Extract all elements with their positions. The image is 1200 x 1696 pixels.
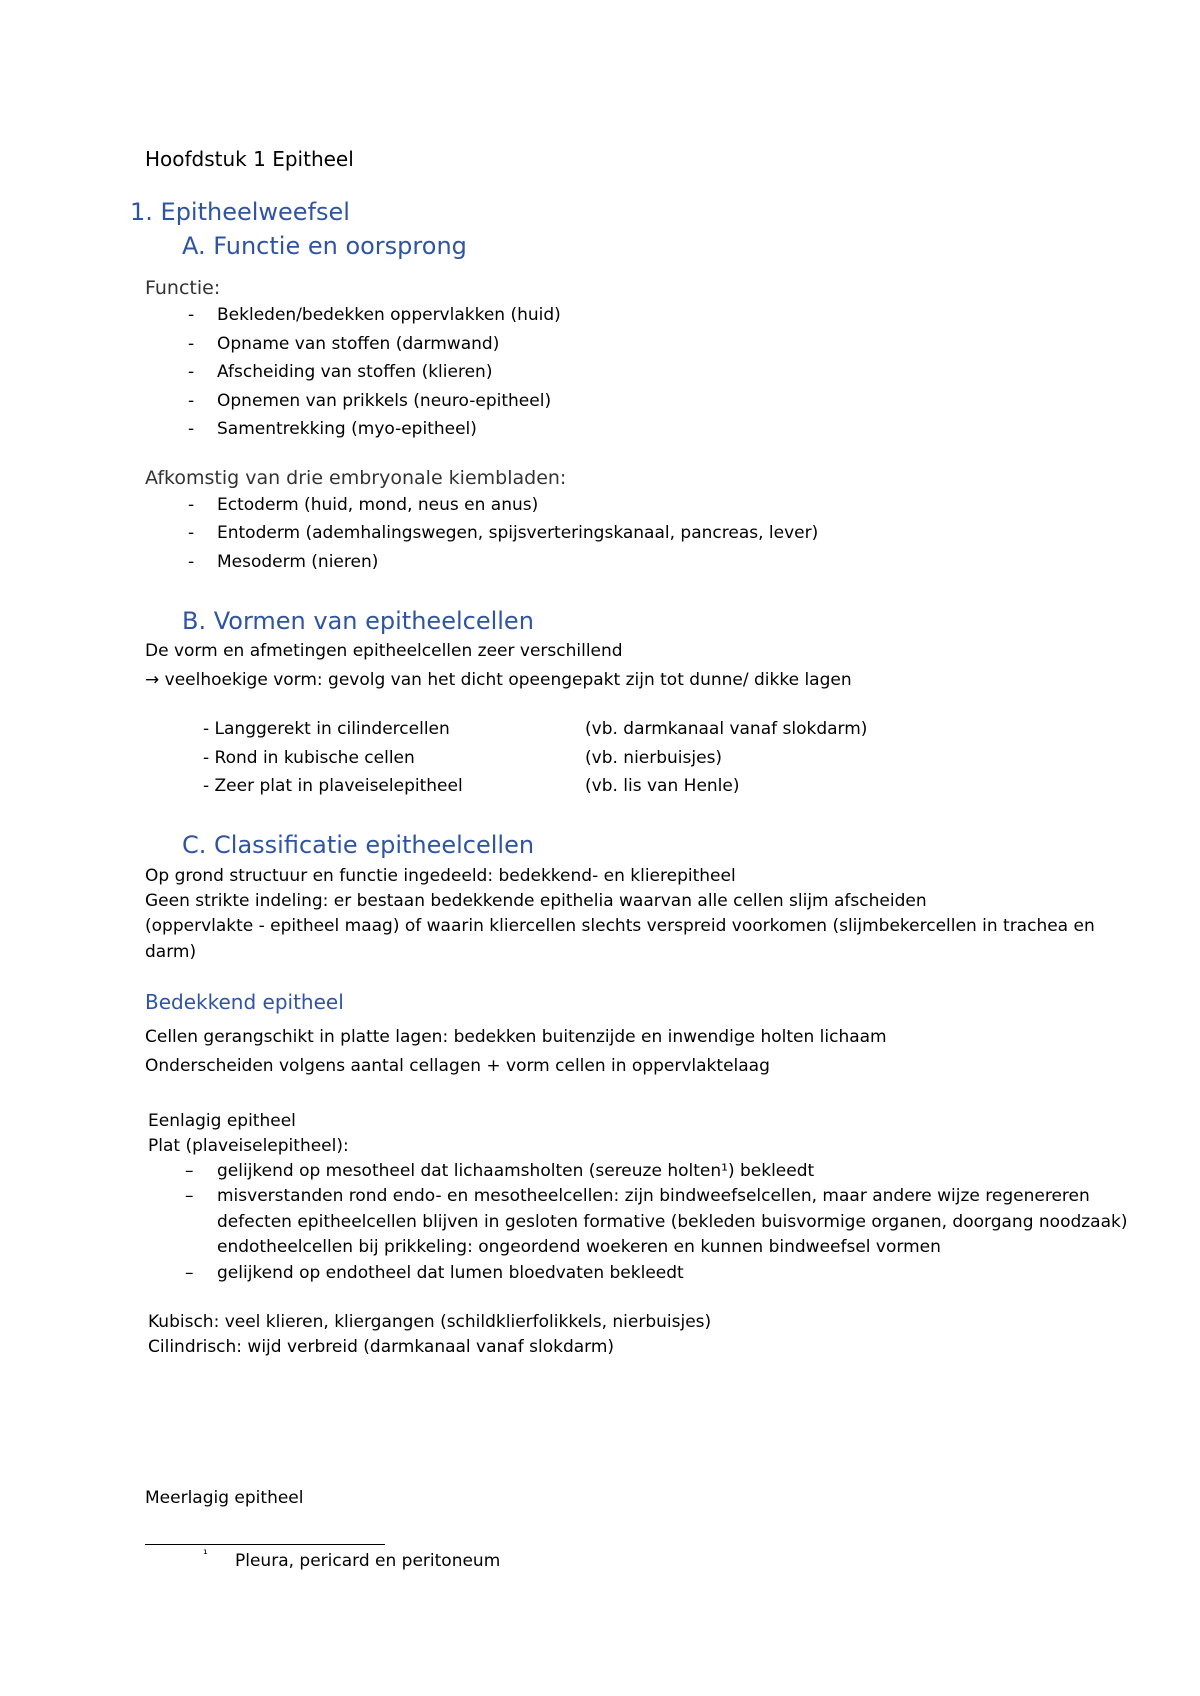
- footnote-mark: ¹: [203, 1547, 208, 1561]
- vormen-left: - Langgerekt in cilindercellen: [203, 719, 450, 739]
- list-dash: -: [188, 305, 195, 325]
- bedekkend-line-1: Cellen gerangschikt in platte lagen: bedekken buitenzijde en inwendige holten lichaam: [145, 1027, 887, 1047]
- meerlagig-label: Meerlagig epitheel: [145, 1488, 304, 1508]
- vormen-right: (vb. darmkanaal vanaf slokdarm): [585, 719, 868, 739]
- classificatie-line-2: Geen strikte indeling: er bestaan bedekkende epithelia waarvan alle cellen slijm afscheiden: [145, 891, 927, 911]
- heading-classificatie: C. Classificatie epitheelcellen: [182, 831, 535, 859]
- list-item: gelijkend op mesotheel dat lichaamsholten (sereuze holten¹) bekleedt: [217, 1161, 815, 1181]
- list-item: misverstanden rond endo- en mesotheelcellen: zijn bindweefselcellen, maar andere wijze regenereren: [217, 1186, 1090, 1206]
- vormen-line-2: → veelhoekige vorm: gevolg van het dicht opeengepakt zijn tot dunne/ dikke lagen: [145, 670, 852, 690]
- list-dash: –: [185, 1161, 194, 1181]
- document-title: Hoofdstuk 1 Epitheel: [145, 147, 354, 171]
- functie-label: Functie:: [145, 277, 221, 299]
- list-dash: -: [188, 495, 195, 515]
- vormen-left: - Zeer plat in plaveiselepitheel: [203, 776, 463, 796]
- afkomst-label: Afkomstig van drie embryonale kiembladen:: [145, 467, 567, 489]
- list-item: Samentrekking (myo-epitheel): [217, 419, 477, 439]
- list-dash: –: [185, 1186, 194, 1206]
- list-item: Afscheiding van stoffen (klieren): [217, 362, 493, 382]
- heading-epitheelweefsel: 1. Epitheelweefsel: [130, 198, 350, 226]
- vormen-right: (vb. lis van Henle): [585, 776, 740, 796]
- vormen-right: (vb. nierbuisjes): [585, 748, 723, 768]
- vormen-left: - Rond in kubische cellen: [203, 748, 415, 768]
- list-dash: –: [185, 1263, 194, 1283]
- classificatie-line-1: Op grond structuur en functie ingedeeld: bedekkend- en klierepitheel: [145, 866, 736, 886]
- list-item: Opname van stoffen (darmwand): [217, 334, 500, 354]
- classificatie-line-3: (oppervlakte - epitheel maag) of waarin kliercellen slechts verspreid voorkomen (slijmbekercellen in trachea en: [145, 916, 1095, 936]
- list-dash: -: [188, 362, 195, 382]
- heading-functie-en-oorsprong: A. Functie en oorsprong: [182, 232, 467, 260]
- list-item-continuation: defecten epitheelcellen blijven in gesloten formative (bekleden buisvormige organen, doorgang noodzaak): [217, 1212, 1128, 1232]
- kubisch-line: Kubisch: veel klieren, kliergangen (schildklierfolikkels, nierbuisjes): [148, 1312, 712, 1332]
- plat-label: Plat (plaveiselepitheel):: [148, 1136, 349, 1156]
- list-item: Opnemen van prikkels (neuro-epitheel): [217, 391, 552, 411]
- list-item: Entoderm (ademhalingswegen, spijsverteringskanaal, pancreas, lever): [217, 523, 819, 543]
- list-dash: -: [188, 523, 195, 543]
- list-item: Ectoderm (huid, mond, neus en anus): [217, 495, 539, 515]
- list-dash: -: [188, 552, 195, 572]
- list-item: gelijkend op endotheel dat lumen bloedvaten bekleedt: [217, 1263, 684, 1283]
- footnote-text: Pleura, pericard en peritoneum: [235, 1551, 501, 1571]
- bedekkend-line-2: Onderscheiden volgens aantal cellagen + vorm cellen in oppervlaktelaag: [145, 1056, 770, 1076]
- list-dash: -: [188, 334, 195, 354]
- footnote-separator: [145, 1544, 385, 1545]
- heading-bedekkend-epitheel: Bedekkend epitheel: [145, 990, 344, 1014]
- cilindrisch-line: Cilindrisch: wijd verbreid (darmkanaal vanaf slokdarm): [148, 1337, 615, 1357]
- list-item: Mesoderm (nieren): [217, 552, 379, 572]
- list-dash: -: [188, 419, 195, 439]
- heading-vormen-epitheelcellen: B. Vormen van epitheelcellen: [182, 607, 534, 635]
- classificatie-line-4: darm): [145, 942, 197, 962]
- eenlagig-label: Eenlagig epitheel: [148, 1111, 296, 1131]
- list-dash: -: [188, 391, 195, 411]
- vormen-line-1: De vorm en afmetingen epitheelcellen zeer verschillend: [145, 641, 623, 661]
- list-item-continuation: endotheelcellen bij prikkeling: ongeordend woekeren en kunnen bindweefsel vormen: [217, 1237, 941, 1257]
- list-item: Bekleden/bedekken oppervlakken (huid): [217, 305, 561, 325]
